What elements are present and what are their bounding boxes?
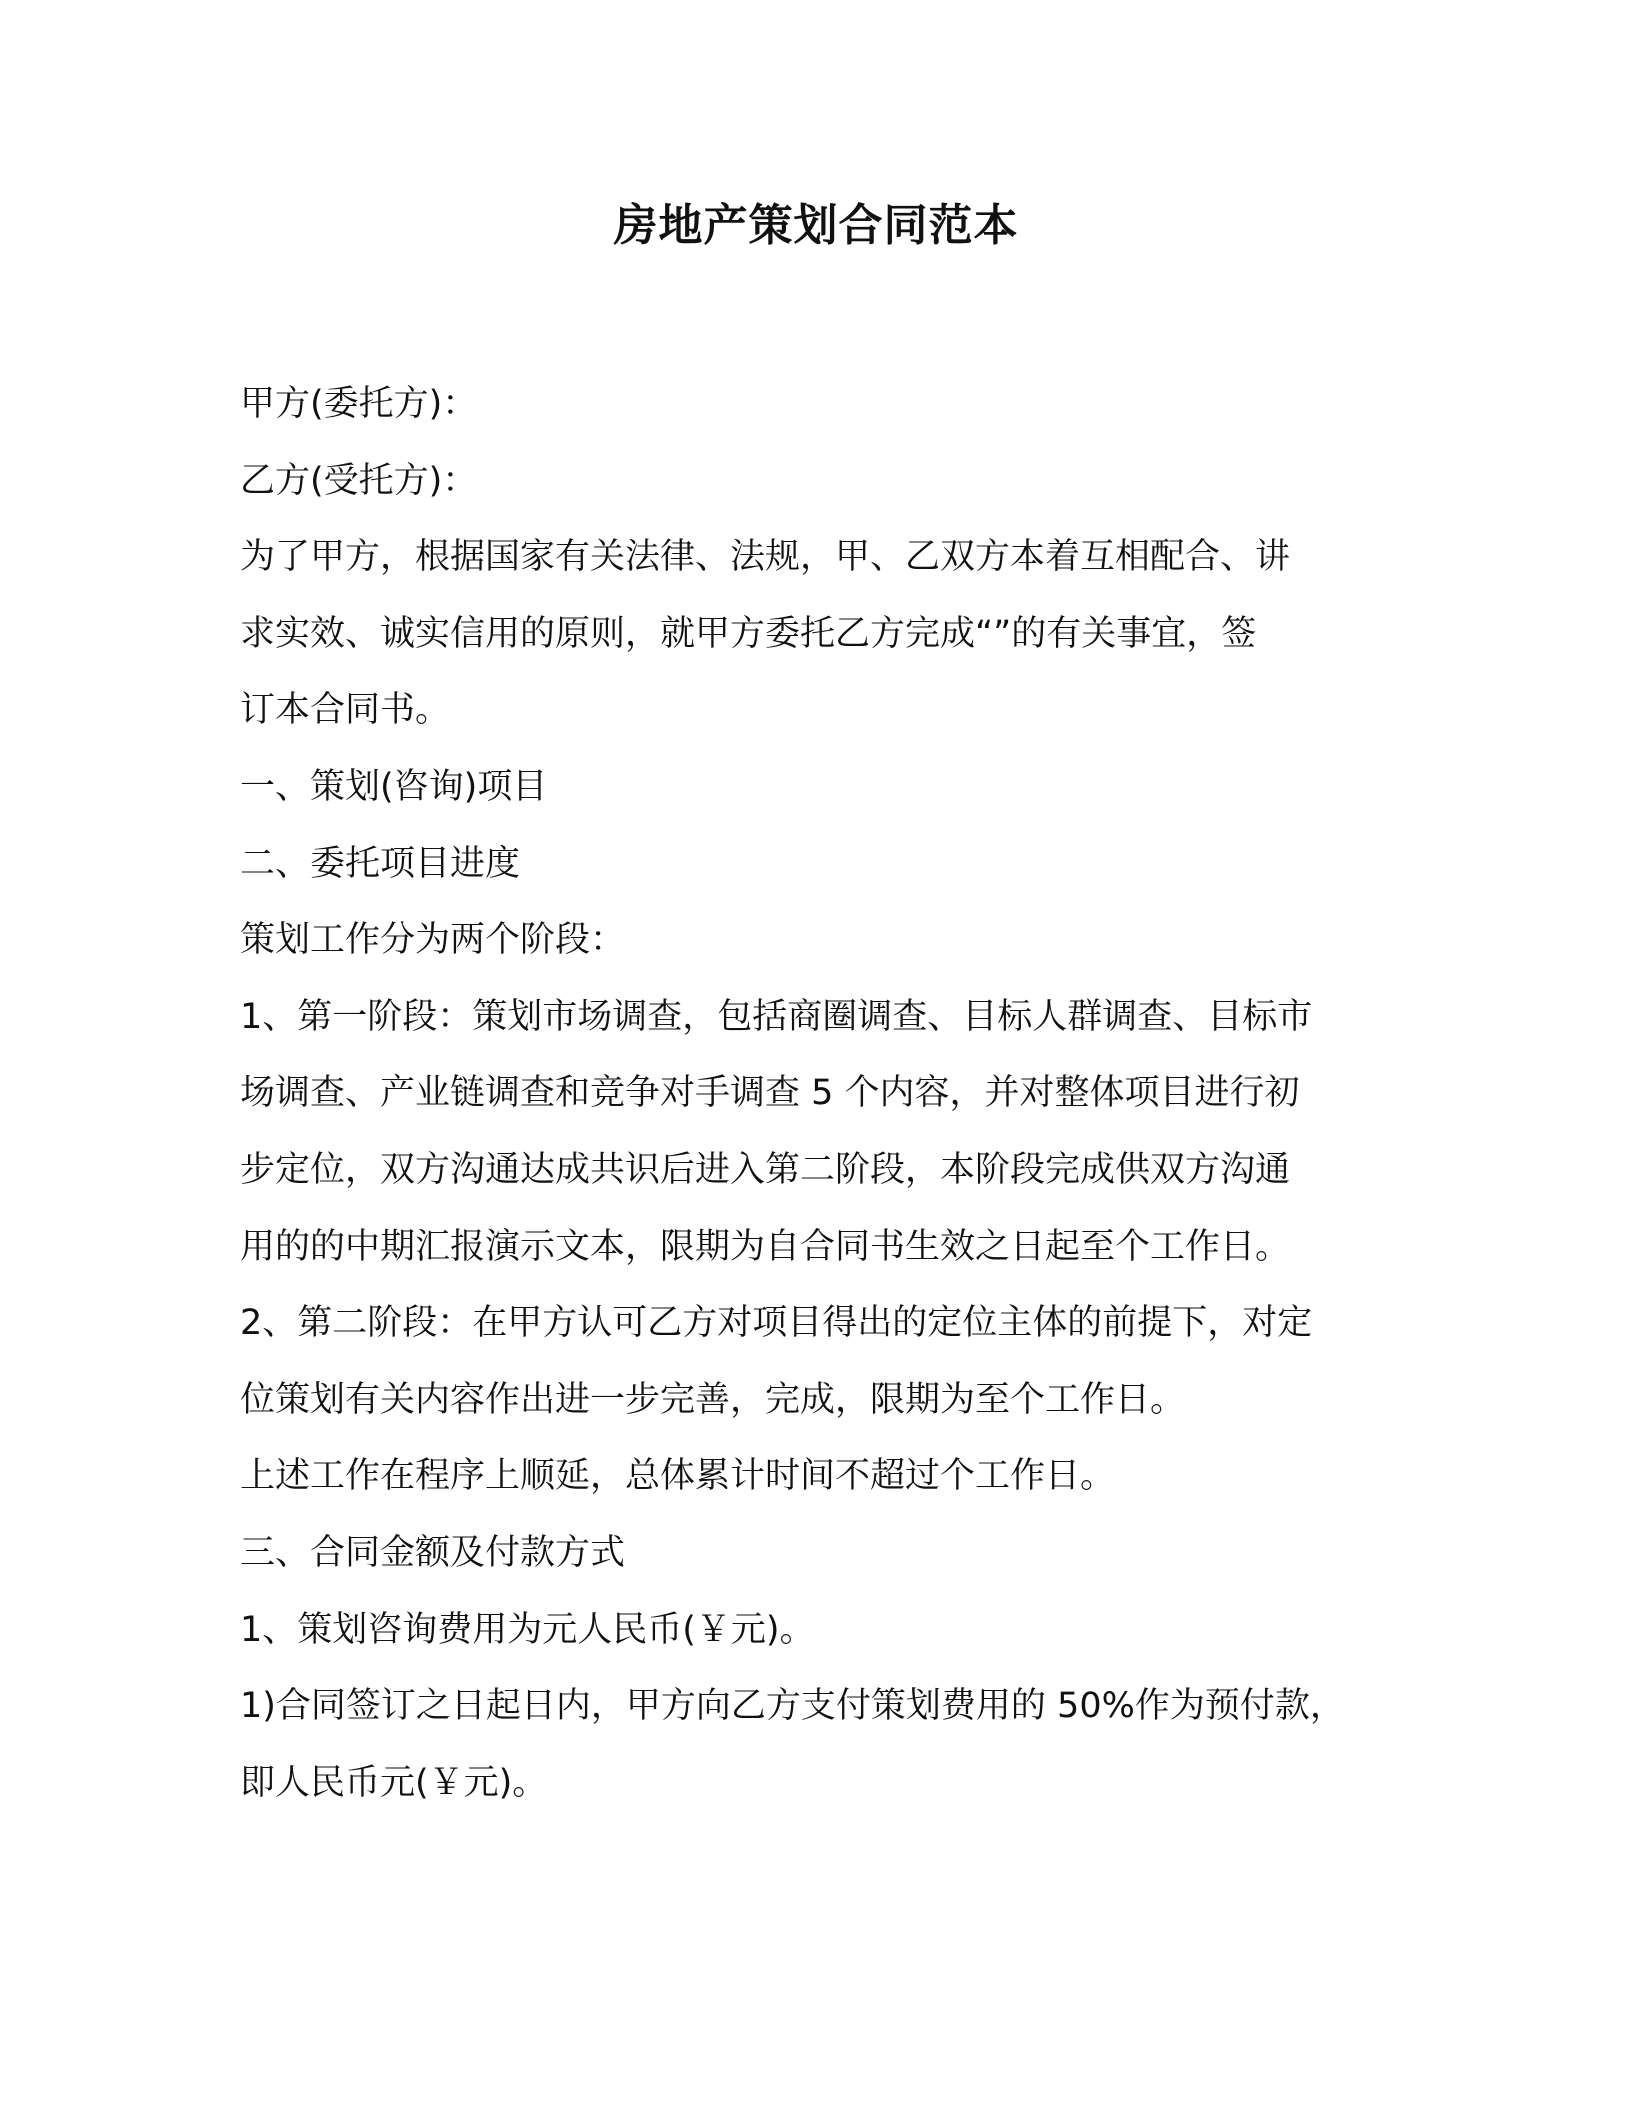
section-heading-1: 一、策划(咨询)项目 <box>240 766 548 807</box>
stages-intro: 策划工作分为两个阶段： <box>240 920 626 961</box>
stage-1-line-3: 步定位，双方沟通达成共识后进入第二阶段，本阶段完成供双方沟通 <box>240 1149 1291 1190</box>
stage-1-line-1: 1、第一阶段：策划市场调查，包括商圈调查、目标人群调查、目标市 <box>240 996 1313 1037</box>
stage-1-line-2: 场调查、产业链调查和竞争对手调查 5 个内容，并对整体项目进行初 <box>240 1073 1300 1114</box>
section-heading-3: 三、合同金额及付款方式 <box>240 1532 626 1573</box>
section-heading-2: 二、委托项目进度 <box>240 843 521 884</box>
fee-line: 1、策划咨询费用为元人民币(￥元)。 <box>240 1609 815 1650</box>
preamble-line-1: 为了甲方，根据国家有关法律、法规，甲、乙双方本着互相配合、讲 <box>240 537 1291 578</box>
schedule-total: 上述工作在程序上顺延，总体累计时间不超过个工作日。 <box>240 1456 1116 1497</box>
party-b-line: 乙方(受托方)： <box>240 460 478 501</box>
payment-line-2: 即人民币元(￥元)。 <box>240 1762 548 1803</box>
stage-2-line-2: 位策划有关内容作出进一步完善，完成，限期为至个工作日。 <box>240 1379 1186 1420</box>
document-title: 房地产策划合同范本 <box>613 200 1019 251</box>
party-a-line: 甲方(委托方)： <box>240 384 478 424</box>
payment-line-1: 1)合同签订之日起日内，甲方向乙方支付策划费用的 50%作为预付款， <box>240 1686 1345 1727</box>
stage-2-line-1: 2、第二阶段：在甲方认可乙方对项目得出的定位主体的前提下，对定 <box>240 1303 1313 1344</box>
preamble-line-2: 求实效、诚实信用的原则，就甲方委托乙方完成“”的有关事宜，签 <box>240 613 1257 654</box>
stage-1-line-4: 用的的中期汇报演示文本，限期为自合同书生效之日起至个工作日。 <box>240 1226 1291 1267</box>
preamble-line-3: 订本合同书。 <box>240 690 451 731</box>
document-body <box>240 366 1390 1821</box>
